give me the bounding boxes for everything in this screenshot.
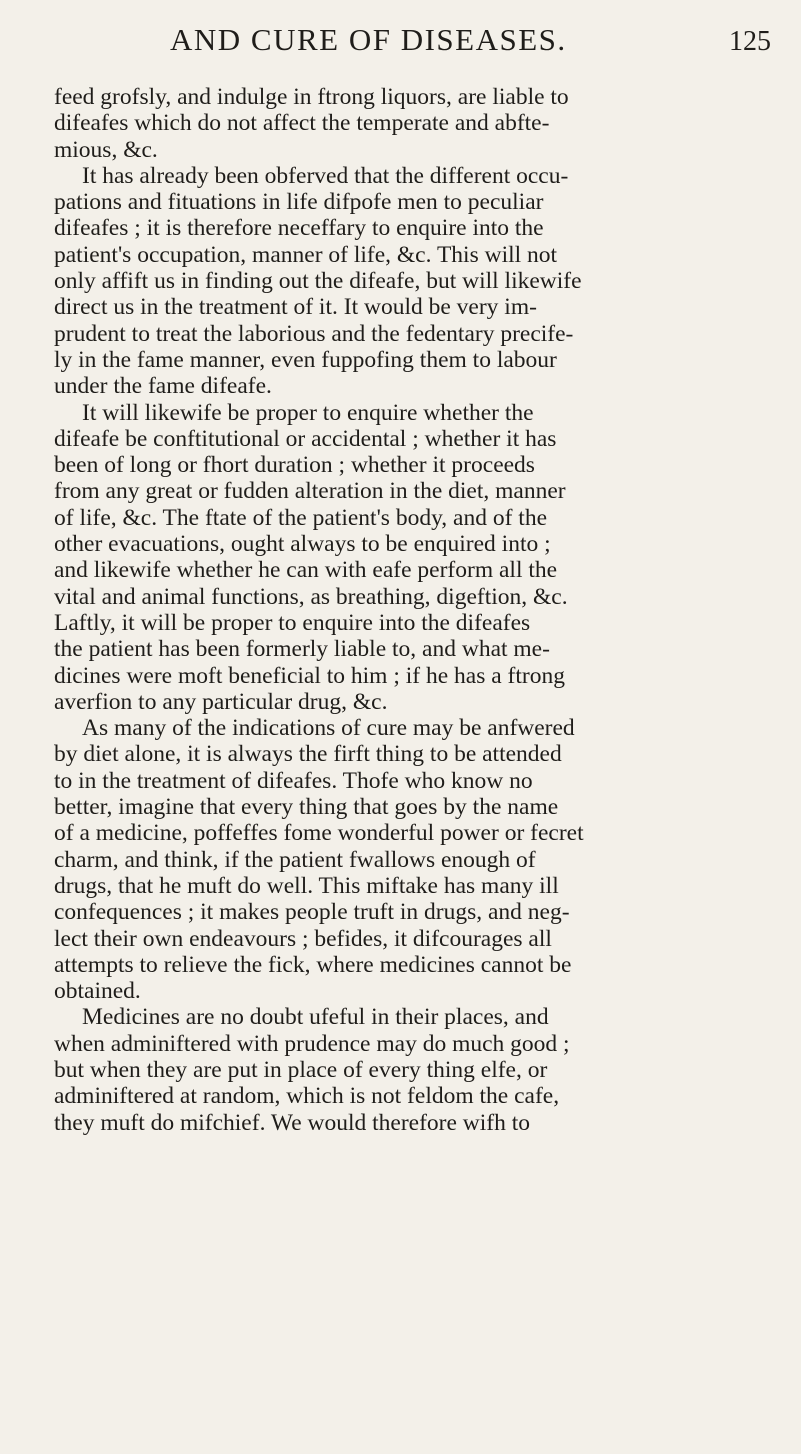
paragraph [54, 715, 784, 1004]
text-line: when adminiftered with prudence may do much good ; [54, 1030, 570, 1057]
paragraph [54, 400, 784, 716]
paragraph [54, 1004, 784, 1135]
text-line: only affift us in finding out the difeafe, but will likewife [54, 268, 582, 295]
text-line: attempts to relieve the fick, where medicines cannot be [54, 951, 572, 978]
text-line: As many of the indications of cure may be anfwered [82, 715, 575, 742]
text-line: difeafe be conftitutional or accidental ; whether it has [54, 425, 557, 452]
text-line: the patient has been formerly liable to, and what me- [54, 636, 550, 663]
text-line: averfion to any particular drug, &c. [54, 688, 388, 715]
text-line: lect their own endeavours ; befides, it difcourages all [54, 925, 552, 952]
body-text [54, 84, 784, 1136]
text-line: vital and animal functions, as breathing, digeftion, &c. [54, 583, 568, 610]
text-line: under the fame difeafe. [54, 373, 272, 400]
text-line: It has already been obferved that the different occu- [82, 162, 569, 189]
text-line: patient's occupation, manner of life, &c. This will not [54, 241, 558, 268]
text-line: mious, &c. [54, 136, 158, 163]
text-line: prudent to treat the laborious and the fedentary precife- [54, 320, 574, 347]
text-line: adminiftered at random, which is not feldom the cafe, [54, 1083, 560, 1110]
text-line: pations and fituations in life difpofe men to peculiar [54, 189, 544, 216]
text-line: Laftly, it will be proper to enquire into the difeafes [54, 609, 531, 636]
text-line: but when they are put in place of every thing elfe, or [54, 1056, 548, 1083]
text-line: Medicines are no doubt ufeful in their places, and [82, 1004, 549, 1031]
text-line: by diet alone, it is always the firft thing to be attended [54, 741, 562, 768]
text-line: obtained. [54, 978, 141, 1005]
text-line: difeafes ; it is therefore neceffary to enquire into the [54, 215, 544, 242]
text-line: been of long or fhort duration ; whether it proceeds [54, 452, 535, 479]
text-line: they muft do mifchief. We would therefore wifh to [54, 1109, 531, 1136]
text-line: It will likewife be proper to enquire whether the [82, 399, 534, 426]
running-title: AND CURE OF DISEASES. [170, 22, 567, 57]
text-line: to in the treatment of difeafes. Thofe who know no [54, 767, 533, 794]
text-line: of life, &c. The ftate of the patient's body, and of the [54, 504, 548, 531]
text-line: better, imagine that every thing that goes by the name [54, 794, 559, 821]
text-line: difeafes which do not affect the temperate and abfte- [54, 110, 550, 137]
page-number: 125 [729, 26, 771, 57]
text-line: and likewife whether he can with eafe perform all the [54, 557, 558, 584]
text-line: of a medicine, poffeffes fome wonderful power or fecret [54, 820, 584, 847]
text-line: confequences ; it makes people truft in drugs, and neg- [54, 899, 570, 926]
text-line: from any great or fudden alteration in the diet, manner [54, 478, 566, 505]
text-line: dicines were moft beneficial to him ; if he has a ftrong [54, 662, 565, 689]
text-line: direct us in the treatment of it. It would be very im- [54, 294, 537, 321]
text-line: drugs, that he muft do well. This miftake has many ill [54, 872, 559, 899]
text-line: feed grofsly, and indulge in ftrong liquors, are liable to [54, 84, 569, 110]
text-line: ly in the fame manner, even fuppofing them to labour [54, 346, 557, 373]
running-head [0, 22, 801, 62]
paragraph [54, 84, 784, 163]
text-line: other evacuations, ought always to be enquired into ; [54, 531, 551, 558]
text-line: charm, and think, if the patient fwallows enough of [54, 846, 536, 873]
paragraph [54, 163, 784, 400]
